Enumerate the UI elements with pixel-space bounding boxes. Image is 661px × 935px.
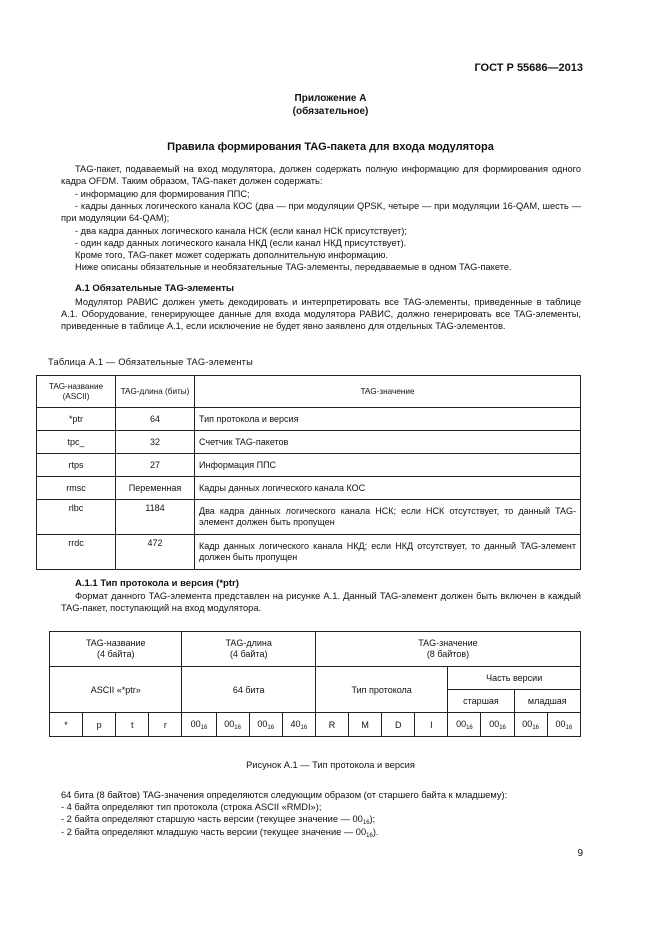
- figure-bytes-row: [50, 713, 581, 737]
- cell-name: tpc_: [37, 431, 116, 454]
- after-figure-item: - 4 байта определяют тип протокола (строка ASCII «RMDI»);: [61, 802, 322, 812]
- after-figure-item: [61, 826, 581, 842]
- figure-caption: Рисунок А.1 — Тип протокола и версия: [246, 760, 415, 770]
- intro-item: - кадры данных логического канала КОС (два — при модуляции QPSK, четыре — при модуляции 16-QAM, шесть — при модуляции 64-QAM);: [61, 201, 581, 223]
- hex-subscript: 16: [499, 724, 506, 731]
- hex-subscript: 16: [300, 724, 308, 731]
- tag-length-label: TAG-длина: [225, 638, 272, 648]
- tag-value-header: [315, 632, 580, 667]
- tag-elements-table: [36, 375, 581, 570]
- cell-value: Два кадра данных логического канала НСК; если НСК отсутствует, то данный TAG-элемент должен быть пропущен: [195, 500, 581, 535]
- byte-value: 00: [555, 718, 566, 729]
- bits-cell: 64 бита: [182, 667, 315, 713]
- byte-cell: [481, 713, 514, 737]
- byte-cell: [282, 713, 315, 737]
- figure-ptr-table: [49, 631, 581, 737]
- version-cell: Часть версии: [448, 667, 581, 690]
- after-figure-item-end: );: [369, 814, 376, 824]
- intro-paragraph: Кроме того, TAG-пакет может содержать дополнительную информацию.: [75, 250, 389, 260]
- header-cell: TAG-название (ASCII): [37, 376, 116, 408]
- cell-name: rtps: [37, 454, 116, 477]
- cell-value: Информация ППС: [195, 454, 581, 477]
- hex-subscript: 16: [532, 724, 539, 731]
- cell-name: *ptr: [37, 408, 116, 431]
- byte-cell: R: [315, 713, 348, 737]
- cell-value: Кадр данных логического канала НКД; если НКД отсутствует, то данный TAG-элемент должен быть пропущен: [195, 535, 581, 570]
- page-number: 9: [577, 848, 583, 859]
- byte-value: 00: [522, 718, 533, 729]
- hex-subscript: 16: [362, 820, 370, 826]
- subsection-heading: А.1.1 Тип протокола и версия (*ptr): [75, 578, 239, 589]
- tag-length-header: [182, 632, 315, 667]
- header-cell: TAG-значение: [195, 376, 581, 408]
- table-caption: Таблица А.1 — Обязательные TAG-элементы: [48, 357, 254, 367]
- byte-value: 00: [456, 718, 467, 729]
- byte-cell: [547, 713, 580, 737]
- appendix-note: (обязательное): [292, 106, 369, 117]
- tag-value-label: TAG-значение: [418, 638, 478, 648]
- after-figure-item-text: - 2 байта определяют старшую часть версии (текущее значение — 00: [61, 814, 363, 824]
- cell-value: Кадры данных логического канала КОС: [195, 477, 581, 500]
- byte-cell: I: [415, 713, 448, 737]
- byte-value: 00: [224, 718, 235, 729]
- cell-value: Тип протокола и версия: [195, 408, 581, 431]
- byte-cell: D: [382, 713, 415, 737]
- byte-cell: [514, 713, 547, 737]
- hex-subscript: 16: [366, 833, 373, 839]
- intro-item: - один кадр данных логического канала НКД (если канал НКД присутствует).: [75, 238, 407, 248]
- cell-value: Счетчик TAG-пакетов: [195, 431, 581, 454]
- byte-cell: t: [116, 713, 149, 737]
- table-header-row: [37, 376, 581, 408]
- cell-length: 27: [116, 454, 195, 477]
- byte-cell: [216, 713, 249, 737]
- header-cell: TAG-длина (биты): [116, 376, 195, 408]
- byte-cell: [249, 713, 282, 737]
- byte-cell: p: [83, 713, 116, 737]
- after-figure-item-end: ).: [372, 827, 379, 837]
- appendix-heading: [0, 92, 661, 118]
- table-row: [37, 535, 581, 570]
- hex-subscript: 16: [267, 724, 275, 731]
- appendix-title: Приложение А: [294, 93, 367, 104]
- byte-value: 40: [290, 718, 301, 729]
- ascii-cell: ASCII «*ptr»: [50, 667, 182, 713]
- section-text: Модулятор РАВИС должен уметь декодировать и интерпретировать все TAG-элементы, приведенные в таблице А.1. Оборудование, генерирующее данные для входа модулятора РАВИС, должно генерировать все TAG-элементы, приведенные в таблице А.1, если исключение не будет явно заявлено для отдельных TAG-элементов.: [61, 297, 581, 331]
- hex-subscript: 16: [200, 724, 208, 731]
- tag-length-size: (4 байта): [229, 649, 268, 659]
- tag-name-header: [50, 632, 182, 667]
- byte-value: 00: [489, 718, 500, 729]
- figure-row: [50, 667, 581, 690]
- table-row: [37, 408, 581, 431]
- byte-cell: [182, 713, 216, 737]
- tag-name-label: TAG-название: [85, 638, 146, 648]
- byte-cell: M: [349, 713, 382, 737]
- subsection-text: Формат данного TAG-элемента представлен на рисунке А.1. Данный TAG-элемент должен быть включен в каждый TAG-пакет, поступающий на вход модулятора.: [61, 591, 581, 613]
- main-title: Правила формирования TAG-пакета для входа модулятора: [167, 141, 494, 153]
- hex-subscript: 16: [466, 724, 473, 731]
- table-row: [37, 500, 581, 535]
- byte-cell: r: [149, 713, 182, 737]
- cell-length: 64: [116, 408, 195, 431]
- hex-subscript: 16: [565, 724, 573, 731]
- section-heading: А.1 Обязательные TAG-элементы: [75, 283, 234, 294]
- table-row: [37, 431, 581, 454]
- intro-item: - информацию для формирования ППС;: [75, 189, 250, 199]
- tag-value-size: (8 байтов): [426, 649, 470, 659]
- figure-header-row: [50, 632, 581, 667]
- byte-cell: *: [50, 713, 83, 737]
- table-row: [37, 477, 581, 500]
- cell-name: rmsc: [37, 477, 116, 500]
- intro-paragraph: TAG-пакет, подаваемый на вход модулятора, должен содержать полную информацию для формирования одного кадра OFDM. Таким образом, TAG-пакет должен содержать:: [61, 164, 581, 186]
- table-row: [37, 454, 581, 477]
- after-figure-item-text: - 2 байта определяют младшую часть версии (текущее значение — 00: [61, 827, 367, 837]
- byte-cell: [448, 713, 481, 737]
- cell-length: 32: [116, 431, 195, 454]
- document-id: ГОСТ Р 55686—2013: [474, 62, 583, 74]
- tag-name-size: (4 байта): [96, 649, 135, 659]
- byte-value: 00: [190, 718, 201, 729]
- version-major-cell: старшая: [448, 690, 514, 713]
- byte-value: 00: [257, 718, 268, 729]
- intro-paragraph: Ниже описаны обязательные и необязательные TAG-элементы, передаваемые в одном TAG-пакете.: [75, 262, 512, 272]
- version-minor-cell: младшая: [514, 690, 580, 713]
- cell-length: Переменная: [116, 477, 195, 500]
- cell-name: rlbc: [37, 500, 116, 535]
- intro-item: - два кадра данных логического канала НСК (если канал НСК присутствует);: [75, 226, 407, 236]
- after-figure-text: 64 бита (8 байтов) TAG-значения определяются следующим образом (от старшего байта к младшему):: [61, 790, 508, 800]
- cell-length: 1184: [116, 500, 195, 535]
- cell-name: rrdc: [37, 535, 116, 570]
- hex-subscript: 16: [234, 724, 241, 731]
- cell-length: 472: [116, 535, 195, 570]
- protocol-type-cell: Тип протокола: [315, 667, 447, 713]
